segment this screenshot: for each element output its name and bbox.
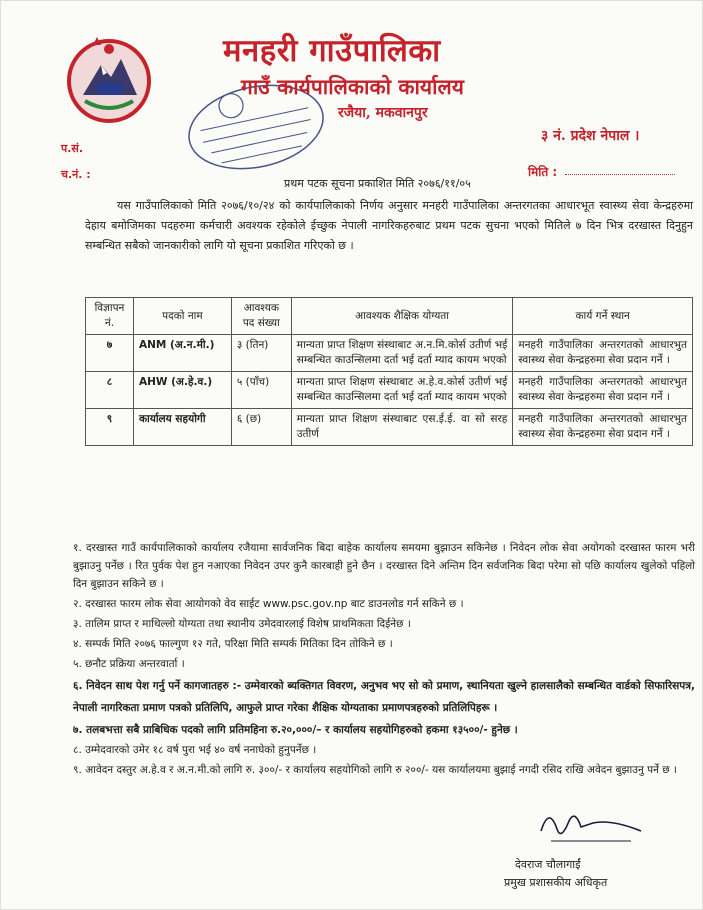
org-name: मनहरी गाउँपालिका (223, 33, 441, 69)
intro-paragraph: यस गाउँपालिकाको मिति २०७६/१०/२४ को कार्यपालिकाको निर्णय अनुसार मनहरी गाउँपालिका अन्तरगतका आधारभूत स्वास्थ्य सेवा केन्द्रहरुमा देहाय बमोजिमका पदहरुमा कर्मचारी अवश्यक रहेकोले ईच्छुक नेपाली नागरिकहरुबाट प्रथम पटक सुचना भएको मितिले ७ दिन भित्र दरखास्त दिनुहुन सम्बन्धित सबैको जानकारीको लागि यो सूचना प्रकाशित गरिएको छ । (85, 199, 693, 252)
row-post-name: कार्यालय सहयोगी (133, 409, 231, 446)
table-row (86, 409, 693, 446)
row-work-place: मनहरी गाउँपालिका अन्तरगतको आधारभुत स्वास्थ्य सेवा केन्द्रहरुमा सेवा प्रदान गर्ने । (513, 409, 693, 446)
header-qualification: आवश्यक शैक्षिक योग्यता (291, 298, 513, 335)
table-row (86, 372, 693, 409)
note-item: २. दरखास्त फारम लोक सेवा आयोगको वेव साईट www.psc.gov.np बाट डाउनलोड गर्न सकिने छ । (73, 598, 464, 610)
date-label: मिति : (528, 165, 558, 179)
header-post-count: आवश्यक पद संख्या (231, 298, 291, 335)
row-post-name: AHW (अ.हे.व.) (133, 372, 231, 409)
note-item: १. दरखास्त गाउँ कार्यपालिकाको कार्यालय रजैयामा सार्वजनिक बिदा बाहेक कार्यालय समयमा बुझाउन सकिनेछ । निवेदन लोक सेवा अयोगको दरखास्त फारम भरी बुझाउनु पर्नेछ । रित पुर्वक पेश हुन नआएका निवेदन उपर कुनै कारबाही हुने छैन । दरखास्त दिने अन्तिम दिन सर्वजनिक बिदा परेमा सो पछि कार्यालय खुलेको पहिलो दिन बुझाउन सकिने छ । (73, 542, 695, 590)
row-work-place: मनहरी गाउँपालिका अन्तरगतको आधारभुत स्वास्थ्य सेवा केन्द्रहरुमा सेवा प्रदान गर्ने । (513, 335, 693, 372)
notice-title: प्रथम पटक सूचना प्रकाशित मिति २०७६/११/०५ (284, 177, 471, 190)
row-ad-no: ७ (86, 335, 134, 372)
ps-label: प.सं. (61, 142, 84, 155)
row-qualification: मान्यता प्राप्त शिक्षण संस्थाबाट अ.न.मि.कोर्स उतीर्ण भई सम्बन्धित काउन्सिलमा दर्ता भई दर्ता म्याद कायम भएको (291, 335, 513, 372)
note-item: ६. निवेदन साथ पेश गर्नु पर्ने कागजातहरु :- उम्मेवारको ब्यक्तिगत विवरण, अनुभव भए सो को प्रमाण, स्थानियता खुल्ने हालसालैको सम्बन्धित वार्डको सिफारिसपत्र, नेपाली नागरिकता प्रमाण पत्रको प्रतिलिपि, आफुले प्राप्त गरेका शैक्षिक योग्यताका प्रमाणपत्रहरुको प्रतिलिपिहरू । (73, 680, 695, 714)
header-ad-no: विज्ञापन नं. (86, 298, 134, 335)
table-row (86, 335, 693, 372)
row-post-count: ५ (पाँच) (231, 372, 291, 409)
vacancy-table (85, 297, 693, 446)
note-item: ८. उम्मेदवारको उमेर १८ वर्ष पुरा भई ४० वर्ष ननाघेको हुनुपर्नेछ । (73, 744, 317, 756)
nepal-emblem-logo (63, 35, 155, 123)
table-header-row (86, 298, 693, 335)
row-post-name: ANM (अ.न.मी.) (133, 335, 231, 372)
office-address: रजैया, मकवानपुर (338, 105, 428, 121)
cn-label: च.नं. : (61, 168, 91, 181)
province-label: ३ नं. प्रदेश नेपाल । (541, 128, 640, 144)
signatory-title: प्रमुख प्रशासकीय अधिकृत (504, 876, 608, 889)
header-work-place: कार्य गर्ने स्थान (513, 298, 693, 335)
signatory-name: देवराज चौलागाईं (515, 858, 581, 871)
date-blank-line (565, 165, 675, 175)
row-qualification: मान्यता प्राप्त शिक्षण संस्थाबाट एस.ई.ई. वा सो सरह उतीर्ण (291, 409, 513, 446)
note-item: ३. तालिम प्राप्त र माथिल्लो योग्यता तथा स्थानीय उमेदवारलाई विशेष प्राथमिकता दिईनेछ । (73, 618, 411, 630)
note-item: ७. तलबभत्ता सबै प्राबिधिक पदको लागि प्रतिमहिना रु.२०,०००/– र कार्यालय सहयोगिहरुको हकमा १३५००/- हुनेछ । (73, 724, 518, 736)
office-name: गाउँ कार्यपालिकाको कार्यालय (241, 74, 464, 99)
handwritten-signature (531, 801, 651, 851)
row-post-count: ३ (तिन) (231, 335, 291, 372)
header-post-name: पदको नाम (133, 298, 231, 335)
row-qualification: मान्यता प्राप्त शिक्षण संस्थाबाट अ.हे.व.कोर्स उतीर्ण भई सम्बन्धित काउन्सिलमा दर्ता भई दर्ता म्याद कायम भएको (291, 372, 513, 409)
row-post-count: ६ (छ) (231, 409, 291, 446)
row-work-place: मनहरी गाउँपालिका अन्तरगतको आधारभुत स्वास्थ्य सेवा केन्द्रहरुमा सेवा प्रदान गर्ने । (513, 372, 693, 409)
note-item: ९. आवेदन दस्तुर अ.हे.व र अ.न.मी.को लागि रु. ३००/- र कार्यालय सहयोगिको लागि रु २००/- यस कार्यालयमा बुझाई नगदी रसिद राखि अवेदन बुझाउनु पर्ने छ । (73, 764, 677, 776)
note-item: ५. छनौट प्रक्रिया अन्तरवार्ता । (73, 658, 185, 670)
notes-list (73, 539, 695, 781)
row-ad-no: ९ (86, 409, 134, 446)
note-item: ४. सम्पर्क मिति २०७६ फाल्गुण १२ गते, परिक्षा मिति सम्पर्क मितिका दिन तोकिने छ । (73, 638, 393, 650)
row-ad-no: ८ (86, 372, 134, 409)
